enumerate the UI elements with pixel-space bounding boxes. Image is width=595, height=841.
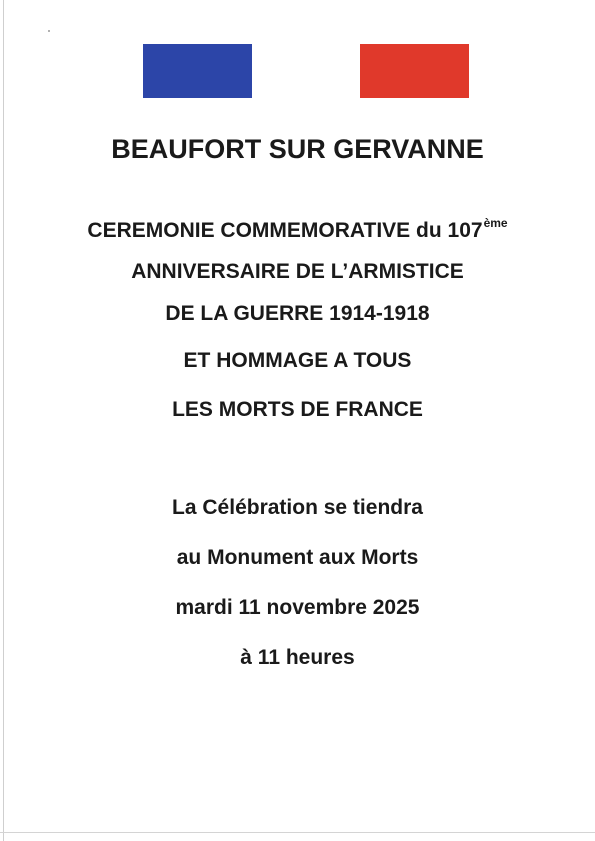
- ceremony-line-1: [0, 216, 595, 243]
- flag-blue-band: [143, 44, 252, 98]
- scan-speck: [48, 30, 50, 32]
- flag-red-band: [360, 44, 469, 98]
- ceremony-line-4: ET HOMMAGE A TOUS: [183, 349, 412, 372]
- ceremony-line-3: DE LA GUERRE 1914-1918: [165, 302, 430, 325]
- scan-edge-bottom: [0, 832, 595, 833]
- town-title: BEAUFORT SUR GERVANNE: [111, 134, 484, 164]
- event-line-3: mardi 11 novembre 2025: [175, 596, 420, 619]
- ceremony-line-2: ANNIVERSAIRE DE L’ARMISTICE: [131, 260, 464, 283]
- event-line-2: au Monument aux Morts: [176, 546, 419, 569]
- ceremony-line-1-superscript: ème: [483, 216, 508, 230]
- ceremony-line-5: LES MORTS DE FRANCE: [172, 398, 423, 421]
- ceremony-line-1-text: CEREMONIE COMMEMORATIVE du 107: [87, 219, 483, 242]
- event-line-1: La Célébration se tiendra: [172, 496, 423, 519]
- event-line-4: à 11 heures: [240, 646, 355, 669]
